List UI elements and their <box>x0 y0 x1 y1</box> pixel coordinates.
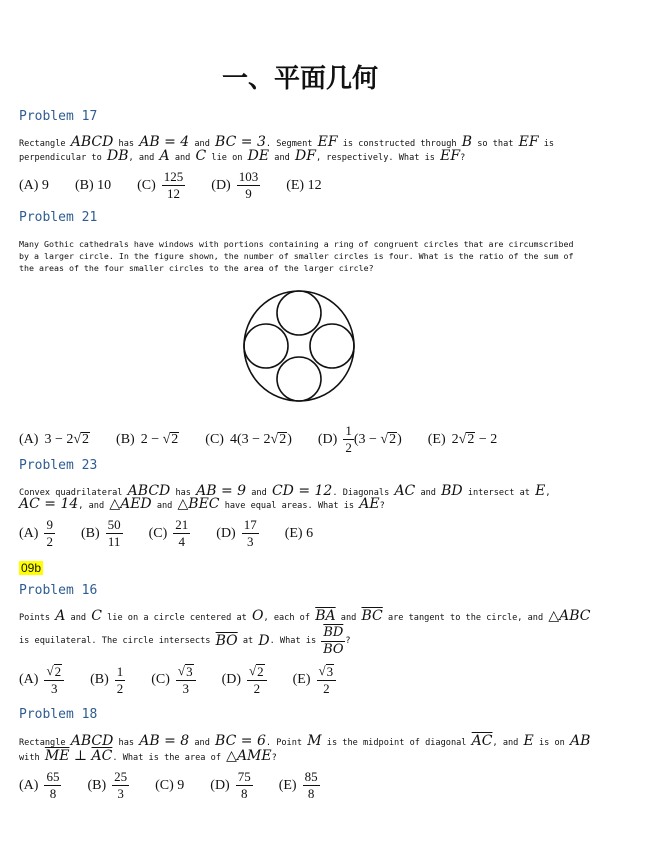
choice-a: (A) √ 2 3 <box>19 664 64 696</box>
problem-23-statement-line1: Convex quadrilateral ABCD has AB = 9 and CD = 12. Diagonals AC and BD intersect at E, <box>19 483 551 499</box>
choice-b: (B) $\frac{1}{2}$ <box>90 663 124 696</box>
highlight-tag: 09b <box>21 561 42 575</box>
choice-d: (D) $\frac{17}{3}$ <box>216 517 257 549</box>
problem-18-statement-line1: Rectangle ABCD has AB = 8 and BC = 6. Point M is the midpoint of diagonal $\overline{AC}$, and E is on AB <box>19 733 591 749</box>
problem-16-statement-line2: is equilateral. The circle intersects $\overline{BO}$ at D . What is $\frac{\overline{BD}}{BO}$ ? <box>19 625 351 657</box>
problem-16-statement-line1: Points A and C lie on a circle centered at O, each of $\overline{BA}$ and $\overline{BC}$ are tangent to the circle, and △ABC <box>19 608 591 624</box>
choice-e: (E) 2 √ 2 − 2 <box>427 431 498 447</box>
problem-23-heading: Problem 23 <box>19 458 98 473</box>
small-circle-top <box>277 291 321 335</box>
problem-23-choices <box>19 518 339 549</box>
small-circle-left <box>244 324 288 368</box>
problem-16-choices <box>19 664 362 696</box>
choice-a: (A) $\frac{9}{2}$ <box>19 517 53 549</box>
choice-b: (B) 2 − √ 2 <box>116 431 179 447</box>
choice-a: (A) $\frac{65}{8}$ <box>19 769 60 801</box>
choice-b: (B) $\frac{50}{11}$ <box>80 517 121 549</box>
choice-a: (A) 9 <box>19 177 49 193</box>
small-circle-bottom <box>277 357 321 401</box>
problem-18-statement-line2: with $\overline{ME}$ ⊥ $\overline{AC}$. What is the area of △AME? <box>19 748 277 764</box>
problem-21-choices <box>19 424 523 455</box>
problem-23-statement-line2: AC = 14, and △AED and △BEC have equal areas. What is AE? <box>19 496 385 512</box>
large-circle <box>244 291 354 401</box>
choice-d: (D) $\frac{75}{8}$ <box>210 769 251 801</box>
choice-c: (C) 9 <box>155 777 185 793</box>
choice-c: (C) 4(3 − 2 √ 2 ) <box>205 431 292 447</box>
problem-21-statement: Many Gothic cathedrals have windows with portions containing a ring of congruent circles that are circumscribed by a larger circle. In the figure shown, the number of smaller circles is four. What is the ratio of the sum of the areas of the four smaller circles to the area of the larger circle? <box>19 239 574 273</box>
choice-e: (E) √ 3 2 <box>293 664 337 696</box>
choice-c: (C) $\frac{21}{4}$ <box>148 517 189 549</box>
choice-d: (D) $\frac{1}{2}$ (3 − √ 2 ) <box>317 423 402 455</box>
problem-18-heading: Problem 18 <box>19 707 98 722</box>
problem-21-heading: Problem 21 <box>19 210 98 225</box>
choice-e: (E) $\frac{85}{8}$ <box>278 769 318 801</box>
choice-d: (D) √ 2 2 <box>222 664 267 696</box>
choice-c: (C) √ 3 3 <box>151 664 195 696</box>
choice-d: (D) $\frac{103}{9}$ <box>211 169 259 201</box>
choice-b: (B) $\frac{25}{3}$ <box>87 769 128 801</box>
choice-e: (E) 6 <box>284 525 314 541</box>
problem-17-heading: Problem 17 <box>19 109 98 124</box>
choice-b: (B) 10 <box>74 177 112 193</box>
problem-16-heading: Problem 16 <box>19 583 98 598</box>
problem-17-statement-line2: perpendicular to DB, and A and C lie on DE and DF, respectively. What is EF? <box>19 148 466 164</box>
problem-18-choices <box>19 770 346 801</box>
choice-a: (A) 3 − 2 √ 2 <box>19 431 90 447</box>
gothic-window-figure <box>242 289 356 403</box>
problem-17-statement-line1: Rectangle ABCD has AB = 4 and BC = 3. Segment EF is constructed through B so that EF is <box>19 134 555 150</box>
page-title: 一、平面几何 <box>221 64 378 94</box>
problem-17-choices <box>19 170 348 201</box>
choice-e: (E) 12 <box>286 177 322 193</box>
small-circle-right <box>310 324 354 368</box>
choice-c: (C) $\frac{125}{12}$ <box>137 169 184 201</box>
